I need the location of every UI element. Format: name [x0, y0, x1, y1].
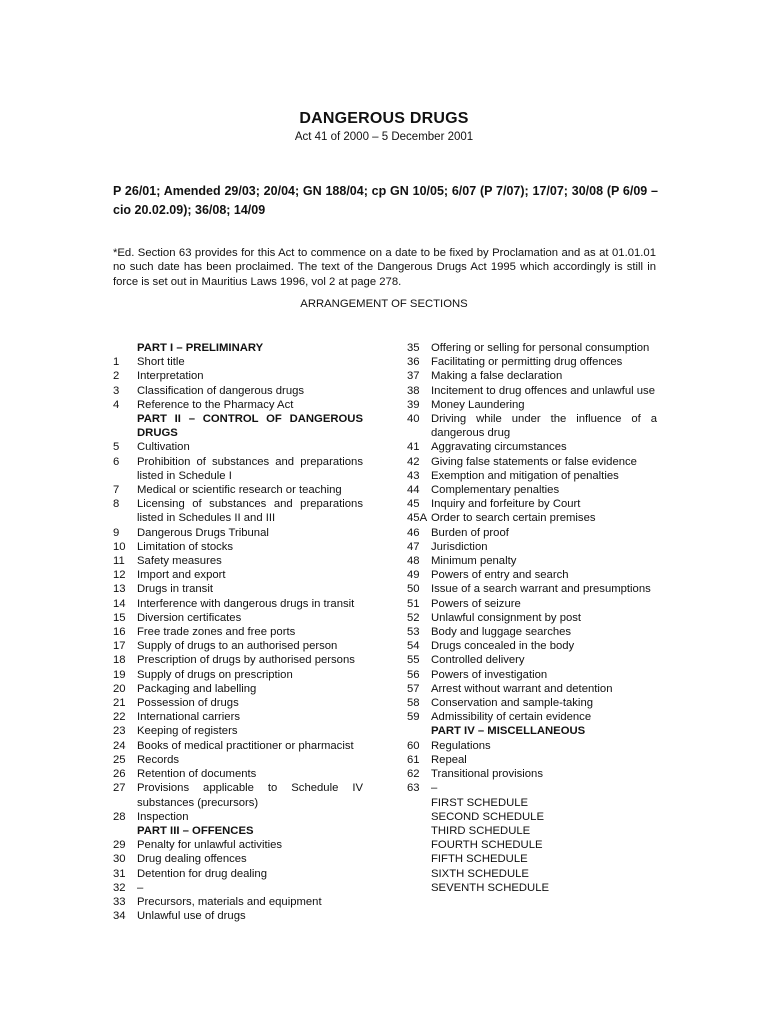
section-number: 61 — [407, 753, 420, 766]
section-entry — [113, 540, 363, 554]
section-number: 15 — [113, 611, 126, 624]
section-title: Free trade zones and free ports — [137, 626, 296, 639]
section-number: 14 — [113, 597, 126, 610]
section-title: Supply of drugs on prescription — [137, 668, 293, 681]
section-title: Records — [137, 753, 180, 766]
section-entry — [407, 554, 657, 568]
section-entry — [407, 739, 657, 753]
section-entry — [113, 852, 363, 866]
section-number: 18 — [113, 654, 126, 667]
section-title: Repeal — [431, 753, 467, 766]
section-title: Drugs concealed in the body — [431, 640, 575, 653]
arrangement-heading: ARRANGEMENT OF SECTIONS — [300, 298, 468, 310]
section-number — [113, 412, 137, 440]
document-title: DANGEROUS DRUGS — [299, 110, 469, 127]
section-number — [407, 724, 431, 738]
section-entry — [407, 639, 657, 653]
section-entry — [113, 753, 363, 767]
part-title: PART I – PRELIMINARY — [137, 342, 264, 354]
section-entry — [407, 682, 657, 696]
section-title: Incitement to drug offences and unlawful use — [431, 384, 655, 397]
section-title: – — [137, 881, 144, 894]
section-number: 22 — [113, 711, 126, 724]
section-entry — [113, 909, 363, 923]
section-entry — [407, 483, 657, 497]
part-heading — [113, 412, 363, 440]
section-number: 7 — [113, 484, 120, 497]
editor-note: *Ed. Section 63 provides for this Act to commence on a date to be fixed by Proclamation and as at 01.01.01 no such date has been proclaimed. The text of the Dangerous Drugs Act 1995 which accordingly is still in force is set out in Mauritius Laws 1996, vol 2 at page 278. — [113, 247, 656, 288]
section-number: 13 — [113, 583, 126, 596]
section-entry — [407, 597, 657, 611]
section-number — [407, 867, 431, 881]
section-title: Powers of entry and search — [431, 569, 569, 582]
section-number: 39 — [407, 398, 420, 411]
section-entry — [113, 398, 363, 412]
section-number: 47 — [407, 540, 420, 553]
section-entry — [113, 881, 363, 895]
section-entry — [407, 611, 657, 625]
section-number: 41 — [407, 441, 420, 454]
section-entry — [113, 639, 363, 653]
section-entry — [113, 597, 363, 611]
section-entry — [113, 369, 363, 383]
section-title: Order to search certain premises — [431, 512, 596, 525]
section-entry — [407, 824, 657, 838]
section-number: 16 — [113, 626, 126, 639]
section-number: 44 — [407, 484, 420, 497]
section-entry — [407, 696, 657, 710]
section-entry — [113, 625, 363, 639]
section-number: 17 — [113, 640, 126, 653]
section-entry — [113, 781, 363, 809]
section-title: Conservation and sample-taking — [431, 697, 594, 710]
section-number: 33 — [113, 895, 126, 908]
section-entry — [113, 682, 363, 696]
section-title: Possession of drugs — [137, 697, 239, 710]
section-number: 31 — [113, 867, 126, 880]
section-entry — [113, 895, 363, 909]
section-entry — [407, 582, 657, 596]
section-entry — [407, 852, 657, 866]
part-heading — [113, 824, 363, 838]
section-number: 45 — [407, 498, 420, 511]
part-title: PART III – OFFENCES — [137, 824, 254, 837]
section-number: 20 — [113, 682, 126, 695]
part-heading — [407, 724, 657, 738]
section-number: 19 — [113, 668, 126, 681]
section-entry — [407, 440, 657, 454]
section-entry — [407, 867, 657, 881]
section-title: Books of medical practitioner or pharmacist — [137, 739, 354, 752]
section-title: Money Laundering — [431, 398, 525, 411]
section-number: 62 — [407, 768, 420, 781]
section-number: 28 — [113, 810, 126, 823]
section-entry — [113, 611, 363, 625]
act-subtitle: Act 41 of 2000 – 5 December 2001 — [294, 131, 474, 143]
section-title: Prohibition of substances and preparations listed in Schedule I — [137, 455, 363, 482]
section-title: Supply of drugs to an authorised person — [137, 640, 338, 653]
section-number: 34 — [113, 910, 126, 923]
section-title: Transitional provisions — [431, 768, 543, 781]
section-entry — [407, 796, 657, 810]
section-title: Diversion certificates — [137, 611, 242, 624]
section-number: 40 — [407, 413, 420, 426]
section-title: Giving false statements or false evidence — [431, 455, 637, 468]
section-number: 12 — [113, 569, 126, 582]
section-title: Classification of dangerous drugs — [137, 384, 305, 397]
section-title: Safety measures — [137, 555, 222, 568]
section-entry — [113, 767, 363, 781]
section-title: SIXTH SCHEDULE — [431, 867, 529, 880]
section-number: 6 — [113, 455, 120, 468]
section-title: Interference with dangerous drugs in transit — [137, 597, 355, 610]
section-number: 2 — [113, 370, 120, 383]
section-number: 38 — [407, 384, 420, 397]
section-number: 55 — [407, 654, 420, 667]
section-number: 49 — [407, 569, 420, 582]
section-title: Short title — [137, 356, 185, 369]
section-title: Issue of a search warrant and presumptions — [431, 583, 651, 596]
section-number: 10 — [113, 540, 126, 553]
section-entry — [113, 440, 363, 454]
section-number: 26 — [113, 768, 126, 781]
section-number — [407, 881, 431, 895]
section-entry — [113, 455, 363, 483]
section-title: Unlawful use of drugs — [137, 910, 246, 923]
section-title: Prescription of drugs by authorised persons — [137, 654, 355, 667]
sections-right-column — [407, 341, 657, 895]
section-entry — [407, 838, 657, 852]
section-number: 45A — [407, 512, 428, 525]
section-entry — [407, 511, 657, 525]
section-title: THIRD SCHEDULE — [431, 824, 531, 837]
section-number: 37 — [407, 370, 420, 383]
section-title: FOURTH SCHEDULE — [431, 839, 543, 852]
section-entry — [407, 568, 657, 582]
section-number: 54 — [407, 640, 420, 653]
section-entry — [113, 724, 363, 738]
section-number: 23 — [113, 725, 126, 738]
section-number: 60 — [407, 739, 420, 752]
part-title: PART II – CONTROL OF DANGEROUS DRUGS — [137, 413, 363, 440]
section-title: Reference to the Pharmacy Act — [137, 398, 294, 411]
part-title: PART IV – MISCELLANEOUS — [431, 725, 586, 738]
section-title: Retention of documents — [137, 768, 257, 781]
section-number: 56 — [407, 668, 420, 681]
section-title: Inquiry and forfeiture by Court — [431, 498, 581, 511]
section-entry — [407, 355, 657, 369]
section-title: Unlawful consignment by post — [431, 611, 582, 624]
section-number: 4 — [113, 398, 120, 411]
section-number: 59 — [407, 711, 420, 724]
section-entry — [407, 341, 657, 355]
section-title: FIFTH SCHEDULE — [431, 853, 528, 866]
section-number: 42 — [407, 455, 420, 468]
section-number — [113, 824, 137, 838]
section-title: – — [431, 782, 438, 795]
section-title: Limitation of stocks — [137, 540, 234, 553]
section-number: 30 — [113, 853, 126, 866]
section-title: International carriers — [137, 711, 240, 724]
section-number: 43 — [407, 469, 420, 482]
section-title: Dangerous Drugs Tribunal — [137, 526, 269, 539]
section-title: Minimum penalty — [431, 555, 517, 568]
section-entry — [113, 867, 363, 881]
section-title: Exemption and mitigation of penalties — [431, 469, 619, 482]
section-entry — [407, 710, 657, 724]
section-entry — [407, 469, 657, 483]
section-entry — [113, 696, 363, 710]
section-title: Drug dealing offences — [137, 853, 247, 866]
section-entry — [407, 625, 657, 639]
section-entry — [113, 710, 363, 724]
section-title: Licensing of substances and preparations listed in Schedules II and III — [137, 498, 363, 525]
section-entry — [113, 554, 363, 568]
section-title: Keeping of registers — [137, 725, 238, 738]
section-title: Detention for drug dealing — [137, 867, 268, 880]
section-entry — [113, 582, 363, 596]
section-entry — [113, 355, 363, 369]
section-number — [407, 824, 431, 838]
section-number — [407, 810, 431, 824]
section-title: Penalty for unlawful activities — [137, 839, 283, 852]
section-number: 50 — [407, 583, 420, 596]
section-number: 53 — [407, 626, 420, 639]
section-entry — [113, 838, 363, 852]
section-number: 1 — [113, 356, 120, 369]
section-entry — [113, 668, 363, 682]
section-title: Regulations — [431, 739, 491, 752]
section-entry — [113, 653, 363, 667]
section-title: Drugs in transit — [137, 583, 213, 596]
section-number: 58 — [407, 697, 420, 710]
section-entry — [407, 369, 657, 383]
section-number: 25 — [113, 753, 126, 766]
section-title: Inspection — [137, 810, 189, 823]
section-entry — [407, 781, 657, 795]
section-entry — [407, 412, 657, 440]
section-entry — [407, 526, 657, 540]
section-title: Offering or selling for personal consumption — [431, 342, 650, 354]
section-number: 8 — [113, 498, 120, 511]
section-title: Cultivation — [137, 441, 190, 454]
section-title: Jurisdiction — [431, 540, 488, 553]
section-number: 9 — [113, 526, 120, 539]
section-number: 24 — [113, 739, 126, 752]
section-entry — [113, 568, 363, 582]
section-title: Medical or scientific research or teaching — [137, 484, 342, 497]
section-title: Precursors, materials and equipment — [137, 895, 322, 908]
section-number: 21 — [113, 697, 126, 710]
section-title: Packaging and labelling — [137, 682, 257, 695]
sections-left-column — [113, 341, 363, 923]
section-title: Powers of investigation — [431, 668, 548, 681]
section-title: Burden of proof — [431, 526, 509, 539]
section-entry — [407, 497, 657, 511]
section-entry — [407, 540, 657, 554]
section-entry — [407, 810, 657, 824]
section-number: 11 — [113, 555, 125, 568]
section-number: 5 — [113, 441, 120, 454]
section-number: 51 — [407, 597, 420, 610]
section-number: 3 — [113, 384, 120, 397]
section-entry — [113, 526, 363, 540]
section-entry — [407, 653, 657, 667]
section-number: 48 — [407, 555, 420, 568]
section-title: Admissibility of certain evidence — [431, 711, 592, 724]
section-entry — [113, 739, 363, 753]
section-number: 57 — [407, 682, 420, 695]
section-title: Provisions applicable to Schedule IV substances (precursors) — [137, 782, 363, 809]
section-title: Body and luggage searches — [431, 626, 572, 639]
section-number: 35 — [407, 342, 420, 354]
section-entry — [113, 810, 363, 824]
section-number — [113, 341, 137, 355]
section-number: 36 — [407, 356, 420, 369]
amendment-history: P 26/01; Amended 29/03; 20/04; GN 188/04; cp GN 10/05; 6/07 (P 7/07); 17/07; 30/08 (P 6/09 – cio 20.02.09); 36/08; 14/09 — [113, 184, 658, 217]
section-title: Complementary penalties — [431, 484, 560, 497]
section-title: Powers of seizure — [431, 597, 521, 610]
section-entry — [407, 668, 657, 682]
section-title: Import and export — [137, 569, 226, 582]
section-title: Facilitating or permitting drug offences — [431, 356, 623, 369]
section-title: Aggravating circumstances — [431, 441, 567, 454]
section-number: 52 — [407, 611, 420, 624]
section-title: Controlled delivery — [431, 654, 525, 667]
section-entry — [407, 398, 657, 412]
section-entry — [113, 483, 363, 497]
section-title: Arrest without warrant and detention — [431, 682, 613, 695]
section-entry — [407, 881, 657, 895]
section-entry — [407, 455, 657, 469]
section-title: FIRST SCHEDULE — [431, 796, 529, 809]
section-number: 46 — [407, 526, 420, 539]
section-number: 29 — [113, 839, 126, 852]
section-number: 32 — [113, 881, 126, 894]
section-title: SECOND SCHEDULE — [431, 810, 544, 823]
part-heading — [113, 341, 363, 355]
section-number: 63 — [407, 782, 420, 795]
section-entry — [407, 384, 657, 398]
section-entry — [113, 497, 363, 525]
section-entry — [407, 753, 657, 767]
section-number: 27 — [113, 782, 126, 795]
section-title: Driving while under the influence of a dangerous drug — [431, 413, 657, 440]
section-title: SEVENTH SCHEDULE — [431, 881, 550, 894]
section-number — [407, 838, 431, 852]
section-title: Interpretation — [137, 370, 204, 383]
section-number — [407, 796, 431, 810]
section-title: Making a false declaration — [431, 370, 563, 383]
section-number — [407, 852, 431, 866]
section-entry — [113, 384, 363, 398]
section-entry — [407, 767, 657, 781]
